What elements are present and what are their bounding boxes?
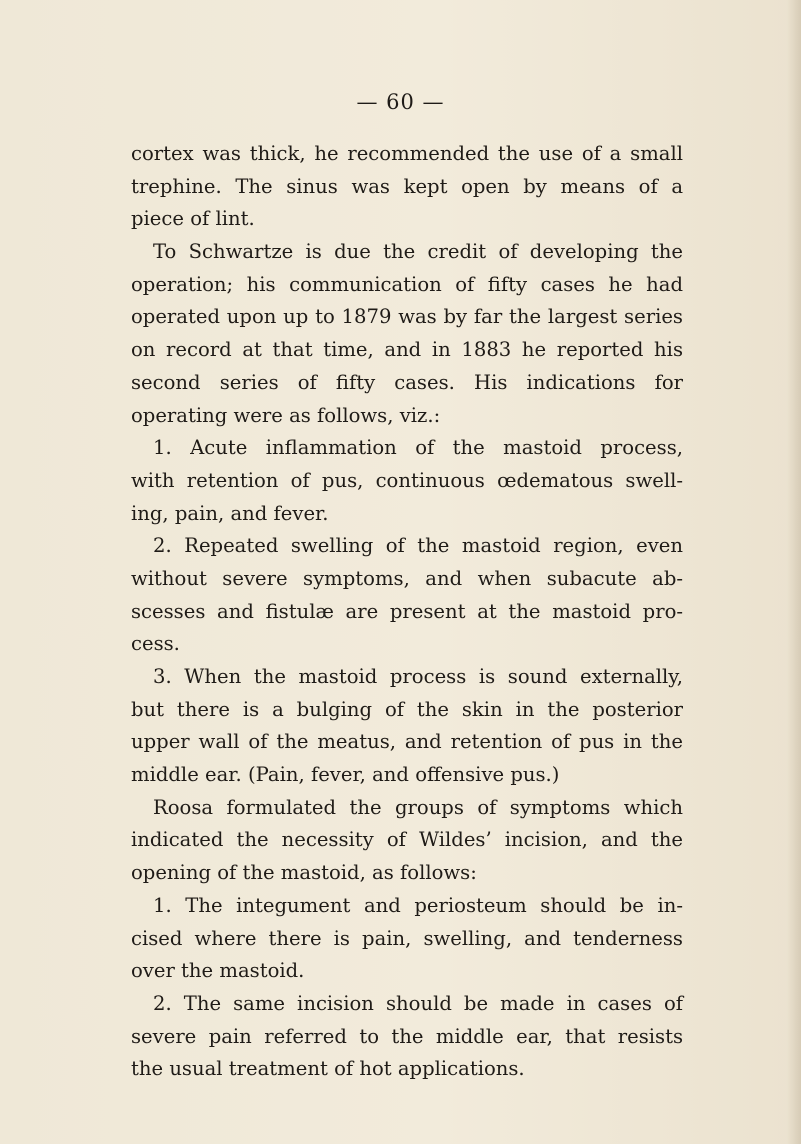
text-line: trephine. The sinus was kept open by means of a [131, 174, 683, 198]
text-line: operation; his communication of fifty cases he had [131, 272, 683, 296]
text-line: 3. When the mastoid process is sound externally, [153, 665, 683, 688]
text-line: with retention of pus, continuous œdematous swell- [131, 468, 683, 492]
text-line: upper wall of the meatus, and retention of pus in the [131, 730, 683, 754]
text-line: scesses and fistulæ are present at the mastoid pro- [131, 599, 683, 623]
text-line: indicated the necessity of Wildes’ incision, and the [131, 828, 683, 852]
text-line: 2. Repeated swelling of the mastoid region, even [153, 534, 683, 558]
text-line: operated upon up to 1879 was by far the largest series [131, 305, 683, 329]
text-line: 1. The integument and periosteum should be in- [153, 893, 683, 917]
page-number: — 60 — [356, 90, 445, 114]
text-line: 1. Acute inflammation of the mastoid process, [153, 436, 683, 460]
text-line: piece of lint. [131, 207, 255, 231]
text-line: severe pain referred to the middle ear, that resists [131, 1024, 683, 1048]
text-line: To Schwartze is due the credit of developing the [153, 240, 683, 264]
text-line: on record at that time, and in 1883 he reported his [131, 338, 683, 362]
text-line: the usual treatment of hot applications. [131, 1057, 525, 1081]
text-line: without severe symptoms, and when subacute ab- [131, 566, 683, 590]
text-line: cortex was thick, he recommended the use of a small [131, 142, 683, 165]
text-line: ing, pain, and fever. [131, 501, 329, 525]
text-line: but there is a bulging of the skin in the posterior [131, 697, 683, 721]
text-line: middle ear. (Pain, fever, and offensive pus.) [131, 763, 560, 787]
page-edge-shadow [787, 0, 801, 1144]
text-line: operating were as follows, viz.: [131, 403, 441, 427]
text-line: opening of the mastoid, as follows: [131, 861, 477, 885]
text-line: cised where there is pain, swelling, and tenderness [131, 926, 683, 950]
text-line: 2. The same incision should be made in cases of [153, 991, 683, 1015]
text-line: Roosa formulated the groups of symptoms which [153, 795, 683, 819]
text-line: cess. [131, 632, 180, 656]
text-line: over the mastoid. [131, 959, 305, 983]
text-line: second series of fifty cases. His indications for [131, 370, 683, 394]
body-text [131, 138, 683, 1086]
